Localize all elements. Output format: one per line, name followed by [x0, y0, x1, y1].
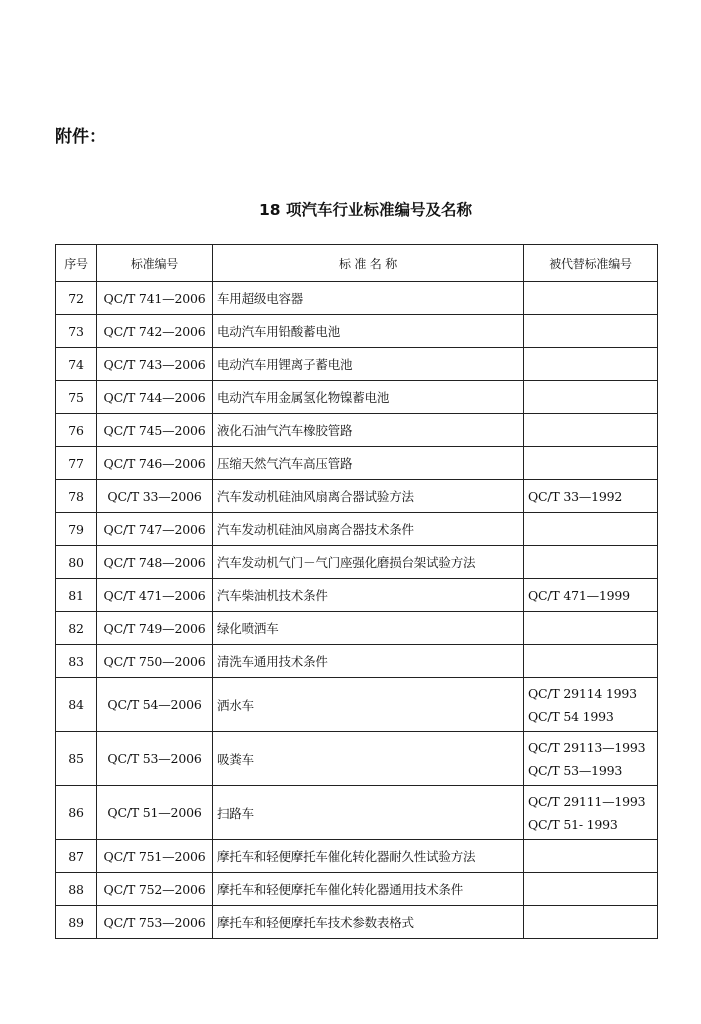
table-row	[56, 873, 658, 906]
row-seq: 84	[56, 678, 97, 732]
replaced-code: QC/T 29113—1993	[528, 739, 646, 755]
row-seq: 78	[56, 480, 97, 513]
table-row	[56, 513, 658, 546]
table-body	[56, 282, 658, 939]
table-row	[56, 414, 658, 447]
table-row	[56, 546, 658, 579]
row-seq: 81	[56, 579, 97, 612]
row-name: 洒水车	[213, 678, 524, 732]
row-name: 汽车柴油机技术条件	[213, 579, 524, 612]
row-seq: 89	[56, 906, 97, 939]
row-replaced	[524, 786, 658, 840]
row-code: QC/T 54—2006	[97, 678, 213, 732]
row-replaced	[524, 732, 658, 786]
table-row	[56, 282, 658, 315]
row-replaced	[524, 645, 658, 678]
replaced-code: QC/T 33—1992	[528, 488, 623, 504]
row-seq: 82	[56, 612, 97, 645]
header-replaced: 被代替标准编号	[524, 245, 658, 282]
row-replaced	[524, 447, 658, 480]
replaced-code: QC/T 54 1993	[528, 708, 614, 724]
row-code: QC/T 751—2006	[97, 840, 213, 873]
replaced-code: QC/T 51- 1993	[528, 816, 618, 832]
row-name: 摩托车和轻便摩托车技术参数表格式	[213, 906, 524, 939]
header-code: 标准编号	[97, 245, 213, 282]
row-name: 吸粪车	[213, 732, 524, 786]
table-row	[56, 732, 658, 786]
row-code: QC/T 746—2006	[97, 447, 213, 480]
row-name: 摩托车和轻便摩托车催化转化器耐久性试验方法	[213, 840, 524, 873]
replaced-code: QC/T 471—1999	[528, 587, 630, 603]
row-code: QC/T 471—2006	[97, 579, 213, 612]
row-seq: 86	[56, 786, 97, 840]
header-name: 标 准 名 称	[213, 245, 524, 282]
row-replaced	[524, 282, 658, 315]
row-name: 电动汽车用铅酸蓄电池	[213, 315, 524, 348]
row-code: QC/T 33—2006	[97, 480, 213, 513]
row-code: QC/T 51—2006	[97, 786, 213, 840]
row-name: 汽车发动机硅油风扇离合器技术条件	[213, 513, 524, 546]
row-seq: 88	[56, 873, 97, 906]
table-row	[56, 315, 658, 348]
row-code: QC/T 741—2006	[97, 282, 213, 315]
row-name: 电动汽车用金属氢化物镍蓄电池	[213, 381, 524, 414]
row-replaced	[524, 546, 658, 579]
row-replaced	[524, 348, 658, 381]
header-seq: 序号	[56, 245, 97, 282]
row-replaced	[524, 840, 658, 873]
table-row	[56, 447, 658, 480]
row-name: 摩托车和轻便摩托车催化转化器通用技术条件	[213, 873, 524, 906]
row-seq: 77	[56, 447, 97, 480]
row-seq: 83	[56, 645, 97, 678]
table-row	[56, 348, 658, 381]
row-name: 汽车发动机硅油风扇离合器试验方法	[213, 480, 524, 513]
replaced-code: QC/T 29114 1993	[528, 685, 637, 701]
row-replaced	[524, 612, 658, 645]
standards-table	[55, 244, 658, 939]
row-seq: 75	[56, 381, 97, 414]
row-name: 绿化喷洒车	[213, 612, 524, 645]
table-row	[56, 579, 658, 612]
row-code: QC/T 753—2006	[97, 906, 213, 939]
row-seq: 76	[56, 414, 97, 447]
row-seq: 72	[56, 282, 97, 315]
row-code: QC/T 745—2006	[97, 414, 213, 447]
table-row	[56, 612, 658, 645]
row-replaced	[524, 513, 658, 546]
table-header-row	[56, 245, 658, 282]
row-code: QC/T 750—2006	[97, 645, 213, 678]
row-replaced	[524, 414, 658, 447]
document-title: 18 项汽车行业标准编号及名称	[259, 201, 472, 219]
row-code: QC/T 744—2006	[97, 381, 213, 414]
row-name: 扫路车	[213, 786, 524, 840]
table-row	[56, 906, 658, 939]
table-row	[56, 381, 658, 414]
row-code: QC/T 749—2006	[97, 612, 213, 645]
row-seq: 85	[56, 732, 97, 786]
row-replaced	[524, 678, 658, 732]
row-code: QC/T 53—2006	[97, 732, 213, 786]
row-code: QC/T 752—2006	[97, 873, 213, 906]
row-code: QC/T 743—2006	[97, 348, 213, 381]
table-row	[56, 786, 658, 840]
row-name: 车用超级电容器	[213, 282, 524, 315]
row-name: 压缩天然气汽车高压管路	[213, 447, 524, 480]
row-seq: 73	[56, 315, 97, 348]
attachment-label: 附件：	[55, 127, 106, 147]
row-replaced	[524, 315, 658, 348]
table-row	[56, 645, 658, 678]
row-name: 电动汽车用锂离子蓄电池	[213, 348, 524, 381]
row-replaced	[524, 906, 658, 939]
row-seq: 80	[56, 546, 97, 579]
row-replaced	[524, 873, 658, 906]
table-row	[56, 678, 658, 732]
table-row	[56, 840, 658, 873]
row-replaced	[524, 381, 658, 414]
replaced-code: QC/T 29111—1993	[528, 793, 646, 809]
row-name: 液化石油气汽车橡胶管路	[213, 414, 524, 447]
row-replaced	[524, 579, 658, 612]
row-code: QC/T 742—2006	[97, 315, 213, 348]
row-seq: 79	[56, 513, 97, 546]
row-name: 清洗车通用技术条件	[213, 645, 524, 678]
row-name: 汽车发动机气门－气门座强化磨损台架试验方法	[213, 546, 524, 579]
row-replaced	[524, 480, 658, 513]
row-seq: 87	[56, 840, 97, 873]
row-code: QC/T 748—2006	[97, 546, 213, 579]
row-seq: 74	[56, 348, 97, 381]
table-row	[56, 480, 658, 513]
replaced-code: QC/T 53—1993	[528, 762, 623, 778]
row-code: QC/T 747—2006	[97, 513, 213, 546]
